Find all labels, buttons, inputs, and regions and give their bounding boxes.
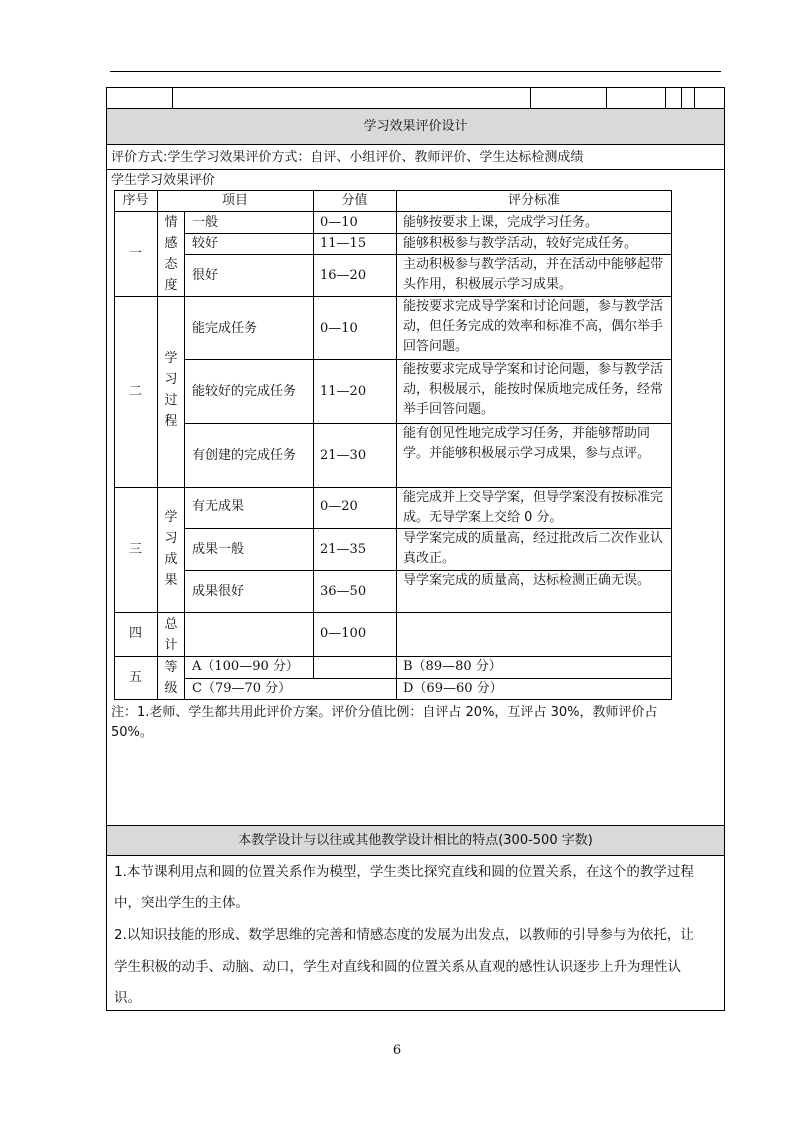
page-number: 6 [392, 1043, 402, 1058]
header-item: 项目 [221, 193, 248, 208]
category-char: 习 [164, 372, 178, 387]
group-seq: 二 [128, 384, 142, 399]
group-category [161, 212, 181, 296]
category-char: 过 [164, 393, 178, 408]
group-seq: 三 [128, 542, 142, 557]
row-item: 成果很好 [192, 584, 245, 599]
row-item: 一般 [192, 215, 219, 230]
row-standard: 能完成并上交导学案，但导学案没有按标准完成。无导学案上交给 0 分。 [403, 490, 664, 525]
row-standard: 能按要求完成导学案和讨论问题，参与教学活动，但任务完成的效率和标准不高，偶尔举手回答问题。 [403, 299, 664, 354]
row-item: 较好 [192, 236, 219, 251]
header-seq: 序号 [122, 193, 149, 208]
header-score: 分值 [341, 193, 368, 208]
group-seq: 五 [128, 670, 142, 685]
category-char: 程 [164, 414, 178, 429]
group-category [161, 614, 181, 656]
row-standard: 能够积极参与教学活动，较好完成任务。 [403, 236, 638, 251]
row-item: 有无成果 [192, 499, 245, 514]
col-border [396, 190, 397, 700]
category-char: 果 [164, 573, 178, 588]
row-standard: 导学案完成的质量高，经过批改后二次作业认真改正。 [403, 531, 664, 566]
section2-title-border [106, 855, 725, 856]
group-seq: 四 [128, 626, 142, 641]
category-char: 学 [164, 510, 178, 525]
row-score: 21—35 [320, 542, 367, 557]
feature-p2-line3: 识。 [114, 990, 141, 1006]
feature-p1-line1: 1.本节课利用点和圆的位置关系作为模型，学生类比探究直线和圆的位置关系，在这个的教学过程 [114, 864, 694, 880]
row-standard: 主动积极参与教学活动，并在活动中能够起带头作用，积极展示学习成果。 [403, 257, 664, 292]
grade-a: A（100—90 分） [192, 659, 299, 674]
row-standard: 能有创见性地完成学习任务，并能够帮助同学。并能够积极展示学习成果，参与点评。 [403, 426, 651, 461]
top-row-divider [530, 87, 531, 108]
row-item: 能完成任务 [192, 321, 258, 336]
category-char: 学 [164, 351, 178, 366]
col-border [184, 211, 185, 700]
row-score: 11—15 [320, 236, 367, 251]
category-char: 总 [164, 617, 178, 632]
category-char: 习 [164, 531, 178, 546]
category-char: 级 [164, 681, 178, 696]
grade-d: D（69—60 分） [403, 681, 503, 696]
row-score: 11—20 [320, 384, 367, 399]
method-border [106, 169, 725, 170]
row-score: 36—50 [320, 584, 367, 599]
total-score: 0—100 [320, 626, 367, 641]
group-border [114, 612, 672, 613]
top-row-divider [694, 87, 695, 108]
row-item: 很好 [192, 268, 219, 283]
row-item: 能较好的完成任务 [192, 384, 297, 399]
row-score: 0—10 [320, 215, 358, 230]
row-standard: 能按要求完成导学案和讨论问题，参与教学活动，积极展示，能按时保质地完成任务，经常举手回答问题。 [403, 362, 664, 417]
category-char: 计 [164, 638, 178, 653]
top-row-divider [665, 87, 666, 108]
section2-title: 本教学设计与以往或其他教学设计相比的特点(300-500 字数) [238, 833, 593, 848]
feature-p1-line2: 中，突出学生的主体。 [114, 895, 249, 911]
category-char: 态 [164, 257, 178, 272]
top-row-divider [681, 87, 682, 108]
row-score: 0—20 [320, 499, 358, 514]
col-border [157, 190, 158, 700]
group-category [161, 348, 181, 432]
col-border [313, 190, 314, 678]
row-score: 21—30 [320, 448, 367, 463]
category-char: 等 [164, 660, 178, 675]
row-item: 成果一般 [192, 542, 245, 557]
table-caption: 学生学习效果评价 [111, 173, 216, 188]
grade-c: C（79—70 分） [192, 681, 292, 696]
row-score: 0—10 [320, 321, 358, 336]
grade-b: B（89—80 分） [403, 659, 502, 674]
category-char: 成 [164, 552, 178, 567]
note-line-2: 50%。 [111, 725, 153, 740]
header-rule [110, 71, 721, 72]
evaluation-method: 评价方式:学生学习效果评价方式：自评、小组评价、教师评价、学生达标检测成绩 [111, 150, 584, 165]
row-score: 16—20 [320, 268, 367, 283]
section-title: 学习效果评价设计 [363, 119, 468, 134]
feature-p2-line2: 学生积极的动手、动脑、动口，学生对直线和圆的位置关系从直观的感性认识逐步上升为理性认 [114, 959, 681, 975]
row-standard: 导学案完成的质量高，达标检测正确无误。 [403, 573, 651, 588]
row-item: 有创建的完成任务 [192, 448, 297, 463]
header-standard: 评分标准 [507, 193, 560, 208]
top-row-divider [172, 87, 173, 108]
table-header-border [114, 211, 672, 212]
group-seq: 一 [128, 246, 142, 261]
group-category [161, 507, 181, 591]
category-char: 情 [164, 215, 178, 230]
note-line-1: 注：1.老师、学生都共用此评价方案。评价分值比例：自评占 20%，互评占 30%，教师评价占 [111, 705, 658, 720]
feature-p2-line1: 2.以知识技能的形成、数学思维的完善和情感态度的发展为出发点，以教师的引导参与为依托，让 [114, 927, 694, 943]
section-title-border [106, 144, 725, 145]
category-char: 感 [164, 236, 178, 251]
group-category [161, 657, 181, 699]
category-char: 度 [164, 278, 178, 293]
row-standard: 能够按要求上课，完成学习任务。 [403, 215, 599, 230]
top-row-divider [606, 87, 607, 108]
